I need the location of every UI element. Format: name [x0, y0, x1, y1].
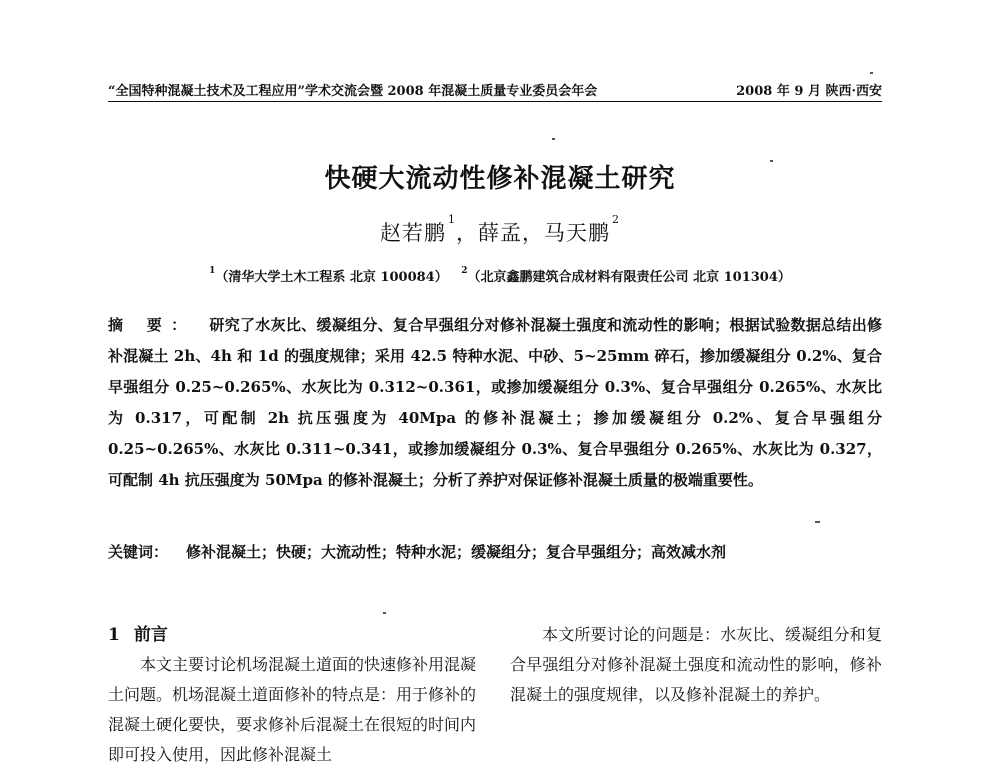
author-separator: ，	[522, 221, 544, 245]
section-heading	[108, 620, 476, 650]
author-name: 马天鹏	[544, 221, 610, 245]
affiliation: （清华大学土木工程系 北京 100084）	[215, 270, 448, 285]
author-sup: 2	[612, 213, 620, 226]
abstract-label: 摘 要：	[108, 316, 196, 334]
affiliation-sup: 2	[461, 266, 468, 276]
right-column	[510, 620, 882, 710]
affiliation: （北京鑫鹏建筑合成材料有限责任公司 北京 101304）	[467, 270, 791, 285]
scan-speck	[815, 521, 820, 523]
section-paragraph: 本文主要讨论机场混凝土道面的快速修补用混凝土问题。机场混凝土道面修补的特点是：用于修补的混凝土硬化要快，要求修补后混凝土在很短的时间内即可投入使用，因此修补混凝土	[108, 655, 477, 764]
keywords-text: 修补混凝土；快硬；大流动性；特种水泥；缓凝组分；复合早强组分；高效减水剂	[186, 543, 727, 561]
header-date-place: 2008 年 9 月 陕西·西安	[736, 84, 882, 99]
scan-speck	[770, 160, 773, 162]
affiliations	[0, 266, 1000, 285]
author-name: 赵若鹏	[380, 221, 446, 245]
keywords	[108, 541, 882, 562]
author-list	[0, 213, 1000, 247]
section-title: 前言	[133, 625, 168, 645]
section-number: 1	[108, 625, 120, 645]
abstract	[108, 310, 882, 496]
author-name: 薛孟	[478, 221, 522, 245]
header-conference: “全国特种混凝土技术及工程应用”学术交流会暨 2008 年混凝土质量专业委员会年会	[108, 84, 598, 99]
paper-title: 快硬大流动性修补混凝土研究	[324, 164, 676, 194]
keywords-label: 关键词：	[108, 543, 169, 561]
scan-speck	[552, 138, 555, 140]
abstract-text: 研究了水灰比、缓凝组分、复合早强组分对修补混凝土强度和流动性的影响；根据试验数据总结出修补混凝土 2h、4h 和 1d 的强度规律；采用 42.5 特种水泥、中砂、5~25mm 碎石，掺加缓凝组分 0.2%、复合早强组分 0.25~0.265%、水灰比为 0.312~0.361，或掺加缓凝组分 0.3%、复合早强组分 0.265%、水灰比为 0.317，可配制 2h 抗压强度为 40Mpa 的修补混凝土；掺加缓凝组分 0.2%、复合早强组分 0.25~0.265%、水灰比 0.311~0.341，或掺加缓凝组分 0.3%、复合早强组分 0.265%、水灰比为 0.327，可配制 4h 抗压强度为 50Mpa 的修补混凝土；分析了养护对保证修补混凝土质量的极端重要性。	[108, 316, 882, 489]
scan-speck	[383, 612, 386, 614]
running-header	[108, 80, 882, 99]
author-separator: ，	[456, 221, 478, 245]
section-paragraph: 本文所要讨论的问题是：水灰比、缓凝组分和复合早强组分对修补混凝土强度和流动性的影响，修补混凝土的强度规律，以及修补混凝土的养护。	[510, 625, 882, 704]
scan-speck	[870, 72, 873, 74]
left-column	[108, 620, 476, 770]
affiliation-sup: 1	[209, 266, 216, 276]
header-rule	[108, 101, 882, 102]
author-sup: 1	[448, 213, 456, 226]
